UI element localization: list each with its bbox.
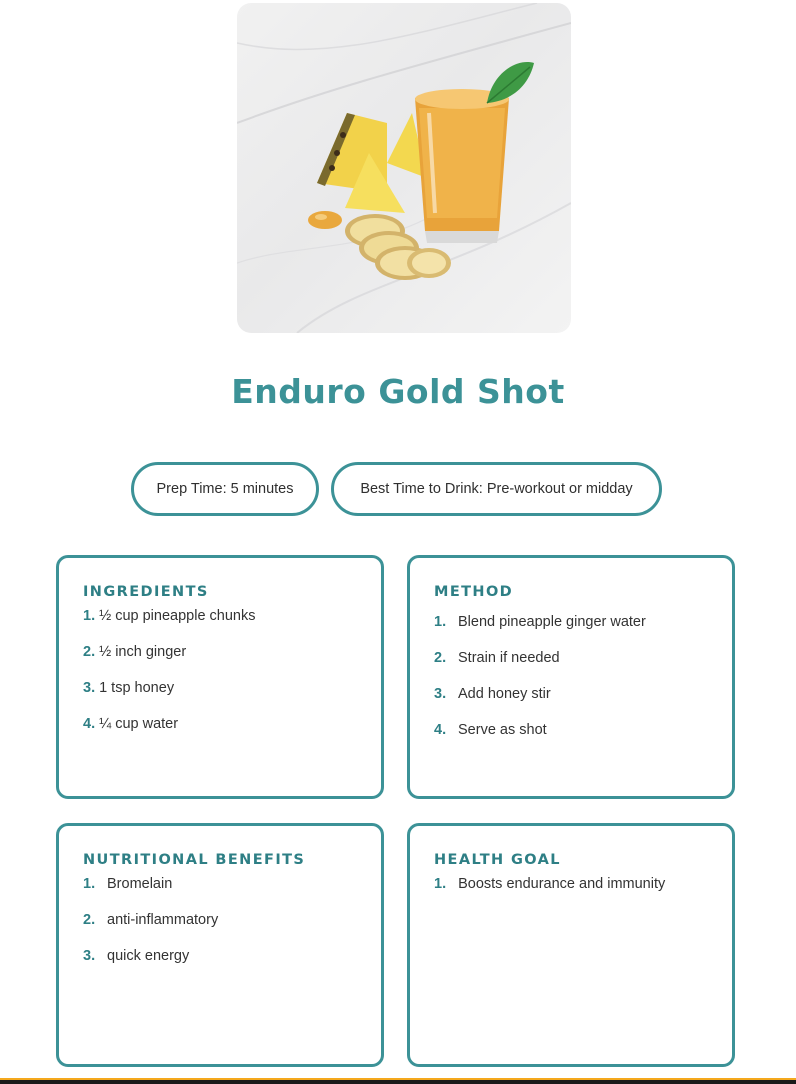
item-number: 3. — [83, 948, 96, 964]
item-text: ½ cup pineapple chunks — [99, 608, 256, 624]
item-text: ¼ cup water — [99, 716, 179, 732]
item-text: quick energy — [107, 948, 190, 964]
list-item — [434, 722, 708, 758]
health-goal-card — [407, 823, 735, 1067]
recipe-photo — [237, 3, 571, 333]
item-text: Add honey stir — [458, 686, 551, 702]
list-item — [83, 912, 357, 948]
item-number: 3. — [434, 686, 447, 702]
item-number: 2. — [434, 650, 447, 666]
item-number: 1. — [83, 608, 96, 624]
item-text: Boosts endurance and immunity — [458, 876, 666, 892]
method-card — [407, 555, 735, 799]
item-number: 2. — [83, 644, 96, 660]
list-item — [83, 644, 357, 680]
list-item — [83, 876, 357, 912]
list-item — [83, 608, 357, 644]
nutrition-heading: NUTRITIONAL BENEFITS — [83, 852, 306, 868]
juice-shot-illustration — [237, 3, 571, 333]
best-time-badge — [331, 462, 662, 516]
prep-time-badge — [131, 462, 319, 516]
list-item — [83, 680, 357, 716]
bottom-divider — [0, 1078, 796, 1084]
list-item — [83, 948, 357, 984]
item-text: Blend pineapple ginger water — [458, 614, 646, 630]
ingredients-card — [56, 555, 384, 799]
health-goal-heading: HEALTH GOAL — [434, 852, 561, 868]
item-text: Strain if needed — [458, 650, 560, 666]
method-list — [434, 614, 708, 758]
list-item — [434, 876, 708, 912]
item-number: 4. — [434, 722, 447, 738]
ingredients-list — [83, 608, 357, 752]
item-number: 1. — [434, 614, 447, 630]
item-text: anti-inflammatory — [107, 912, 219, 928]
nutrition-list — [83, 876, 357, 984]
item-number: 4. — [83, 716, 96, 732]
list-item — [83, 716, 357, 752]
list-item — [434, 686, 708, 722]
list-item — [434, 650, 708, 686]
item-text: Bromelain — [107, 876, 173, 892]
item-number: 3. — [83, 680, 96, 696]
item-text: Serve as shot — [458, 722, 547, 738]
item-number: 1. — [83, 876, 96, 892]
health-goal-list — [434, 876, 708, 912]
ingredients-heading: INGREDIENTS — [83, 584, 209, 600]
list-item — [434, 614, 708, 650]
item-text: 1 tsp honey — [99, 680, 175, 696]
item-number: 1. — [434, 876, 447, 892]
nutrition-card — [56, 823, 384, 1067]
prep-time-text: Prep Time: 5 minutes — [156, 481, 294, 497]
recipe-title: Enduro Gold Shot — [231, 372, 565, 411]
item-text: ½ inch ginger — [99, 644, 187, 660]
item-number: 2. — [83, 912, 96, 928]
method-heading: METHOD — [434, 584, 514, 600]
best-time-text: Best Time to Drink: Pre-workout or midday — [360, 481, 633, 497]
